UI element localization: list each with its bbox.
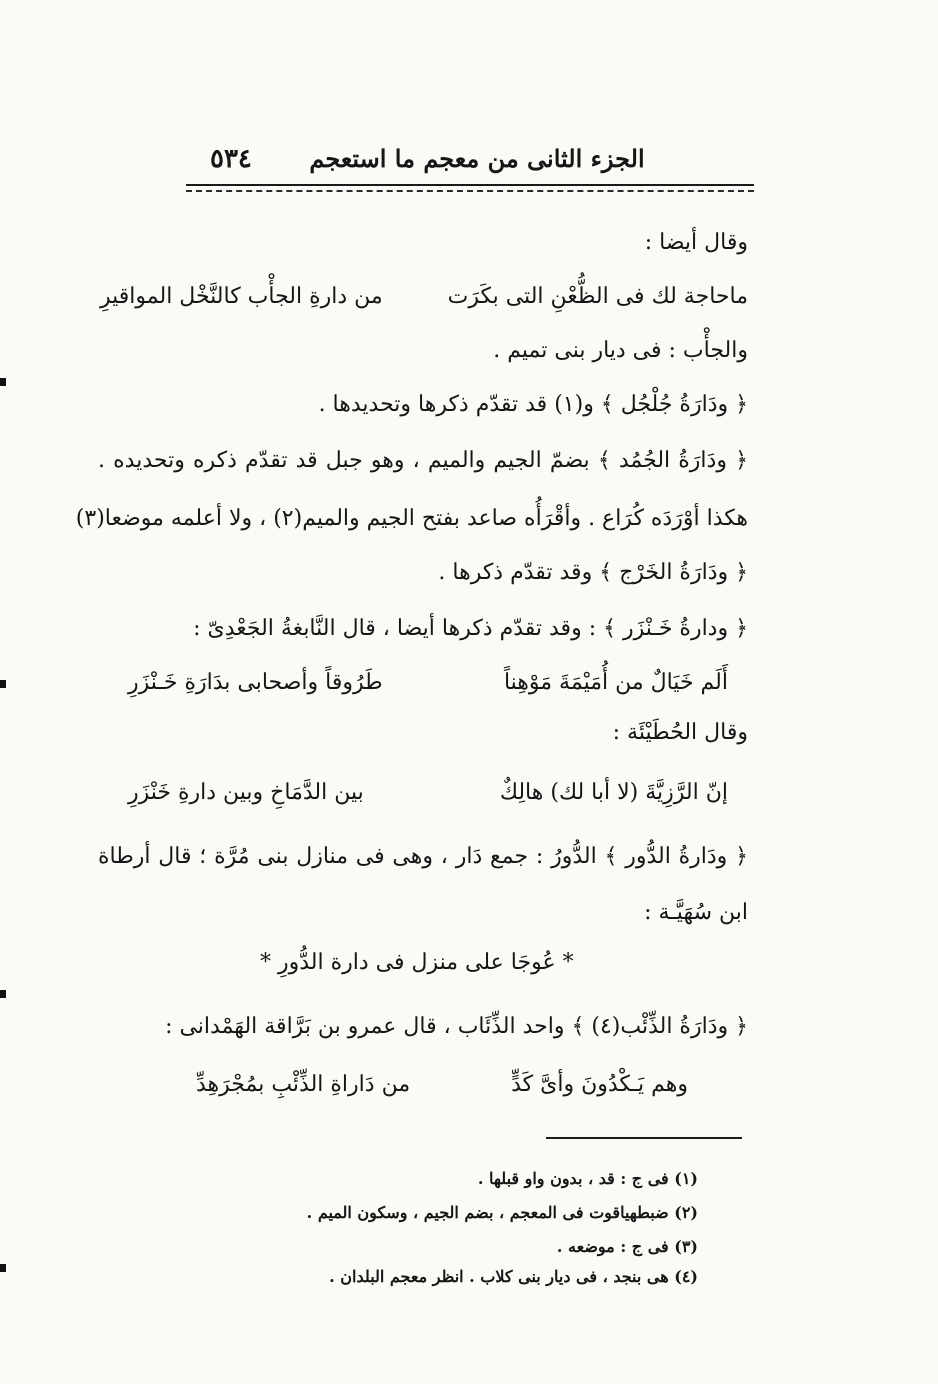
verse-line-centered: * عُوجَا على منزل فى دارة الدُّورِ * [260, 950, 574, 975]
running-title: الجزء الثانى من معجم ما استعجم [309, 144, 645, 173]
entry-heading: ﴿ ودَارَةُ الذِّئْب(٤) ﴾ واحد الذِّئَاب ، قال عمرو بن بَرَّاقة الهَمْدانى : [165, 1014, 748, 1039]
verse-hemistich-left: بين الدَّمَاخِ وبين دارةِ خَنْزَرِ [128, 780, 364, 805]
text-line: هكذا أوْرَدَه كُرَاع . وأقْرَأُه صاعد بفتح الجيم والميم(٢) ، ولا أعلمه موضعا(٣) [75, 506, 748, 531]
page-header [186, 138, 754, 178]
entry-heading: ﴿ ودَارَةُ الجُمُد ﴾ بضمّ الجيم والميم ، وهو جبل قد تقدّم ذكره وتحديده . [98, 448, 748, 473]
entry-heading: ﴿ ودَارَةُ جُلْجُل ﴾ و(١) قد تقدّم ذكرها وتحديدها . [318, 392, 748, 417]
verse-hemistich-right: أَلَم خَيَالٌ من أُمَيْمَةَ مَوْهِناً [503, 670, 728, 695]
footnote: (٢) ضبطهياقوت فى المعجم ، بضم الجيم ، وسكون الميم . [306, 1203, 698, 1222]
verse-hemistich-right: ماحاجة لك فى الظُّعْنِ التى بكَرَت [447, 284, 748, 309]
verse-hemistich-right: وهم يَـكْدُونَ وأىَّ كَدٍّ [511, 1072, 688, 1097]
footnote: (٤) هى بنجد ، فى ديار بنى كلاب . انظر معجم البلدان . [329, 1267, 698, 1286]
page-number: ٥٣٤ [210, 144, 252, 174]
margin-mark [0, 990, 6, 998]
verse-hemistich-left: من دارةِ الجأْب كالنَّخْل المواقيرِ [100, 284, 383, 309]
header-rule-secondary [186, 190, 754, 192]
entry-heading: ﴿ ودَارةُ الدُّور ﴾ الدُّورُ : جمع دَار ، وهى فى منازل بنى مُرَّة ؛ قال أرطاة [98, 844, 748, 869]
text-line: وقال الحُطَيْئَة : [612, 720, 748, 745]
verse-hemistich-left: طَرُوقاً وأصحابى بدَارَةِ خَـنْزَرِ [128, 670, 383, 695]
footnote: (٣) فى ج : موضعه . [556, 1237, 698, 1256]
verse-hemistich-left: من دَاراةِ الذِّئْبِ بمُجْرَهِدِّ [196, 1072, 411, 1097]
footnote-rule [546, 1137, 742, 1139]
entry-heading: ﴿ ودارةُ خَـنْزَر ﴾ : وقد تقدّم ذكرها أيضا ، قال النَّابغةُ الجَعْدِىّ : [193, 616, 748, 641]
verse-hemistich-right: إنّ الرَّزِيَّةَ (لا أبا لك) هالِكٌ [499, 780, 728, 805]
margin-mark [0, 378, 6, 386]
text-line: والجأْب : فى ديار بنى تميم . [493, 338, 748, 363]
text-line: وقال أيضا : [644, 230, 748, 255]
entry-heading: ﴿ ودَارَةُ الخَرْج ﴾ وقد تقدّم ذكرها . [438, 560, 748, 585]
header-rule [186, 184, 754, 186]
margin-mark [0, 1264, 6, 1272]
text-line: ابن سُهَيَّـة : [644, 900, 748, 925]
margin-mark [0, 680, 6, 688]
footnote: (١) فى ج : قد ، بدون واو قبلها . [477, 1169, 698, 1188]
